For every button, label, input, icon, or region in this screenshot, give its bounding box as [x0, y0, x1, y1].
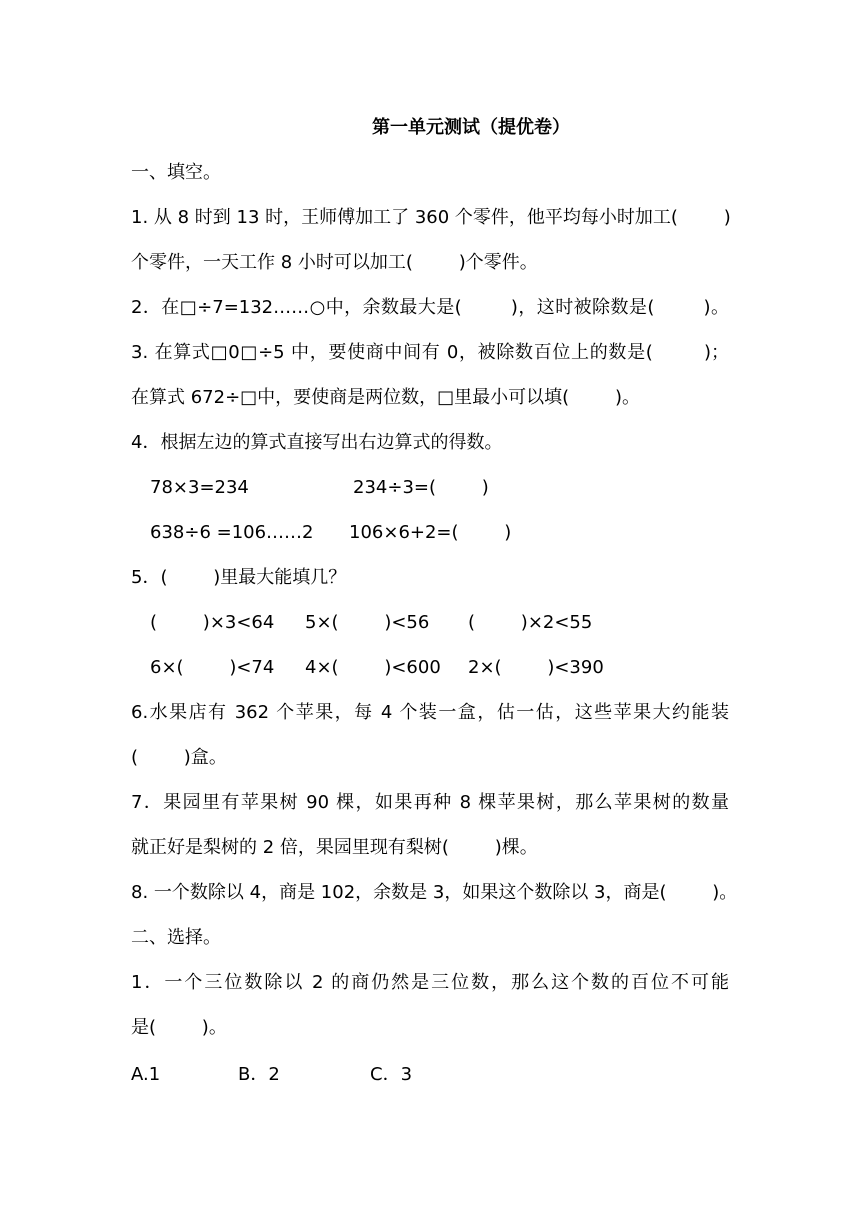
question-5: 5．( )里最大能填几？	[131, 567, 347, 588]
question-5-item-1: ( )×3<64	[150, 612, 275, 633]
choice-1-option-a: A.1	[131, 1064, 161, 1085]
question-5-item-6: 2×( )<390	[468, 657, 604, 678]
section-heading-choice: 二、选择。	[131, 927, 221, 948]
question-5-item-4: 6×( )<74	[150, 657, 275, 678]
question-5-item-5: 4×( )<600	[305, 657, 441, 678]
choice-1-line-2: 是( )。	[131, 1017, 227, 1038]
page-title: 第一单元测试（提优卷）	[372, 117, 570, 138]
question-8: 8. 一个数除以 4，商是 102，余数是 3，如果这个数除以 3，商是( )。	[131, 882, 738, 903]
question-7-line-2: 就正好是梨树的 2 倍，果园里现有梨树( )棵。	[131, 837, 538, 858]
question-4-row-2-left: 638÷6 =106……2	[150, 522, 314, 543]
question-5-item-2: 5×( )<56	[305, 612, 430, 633]
question-4-row-1-right: 234÷3=( )	[353, 477, 489, 498]
question-1-line-1: 1. 从 8 时到 13 时，王师傅加工了 360 个零件，他平均每小时加工( )	[131, 207, 731, 228]
question-4-row-2-right: 106×6+2=( )	[349, 522, 512, 543]
question-5-item-3: ( )×2<55	[468, 612, 593, 633]
question-2: 2．在□÷7=132……○中，余数最大是( )，这时被除数是( )。	[131, 297, 729, 318]
question-6-line-2: ( )盒。	[131, 747, 227, 768]
choice-1-option-c: C．3	[370, 1064, 413, 1085]
question-1-line-2: 个零件，一天工作 8 小时可以加工( )个零件。	[131, 252, 538, 273]
choice-1-option-b: B．2	[238, 1064, 280, 1085]
choice-1-line-1: 1．一个三位数除以 2 的商仍然是三位数，那么这个数的百位不可能	[131, 972, 729, 993]
question-7-line-1: 7．果园里有苹果树 90 棵，如果再种 8 棵苹果树，那么苹果树的数量	[131, 792, 729, 813]
question-4-row-1-left: 78×3=234	[150, 477, 249, 498]
question-3-line-2: 在算式 672÷□中，要使商是两位数，□里最小可以填( )。	[131, 387, 640, 408]
question-3-line-1: 3. 在算式□0□÷5 中，要使商中间有 0，被除数百位上的数是( )；	[131, 342, 729, 363]
question-6-line-1: 6.水果店有 362 个苹果，每 4 个装一盒，估一估，这些苹果大约能装	[131, 702, 729, 723]
section-heading-fill-blank: 一、填空。	[131, 162, 221, 183]
question-4: 4．根据左边的算式直接写出右边算式的得数。	[131, 432, 503, 453]
